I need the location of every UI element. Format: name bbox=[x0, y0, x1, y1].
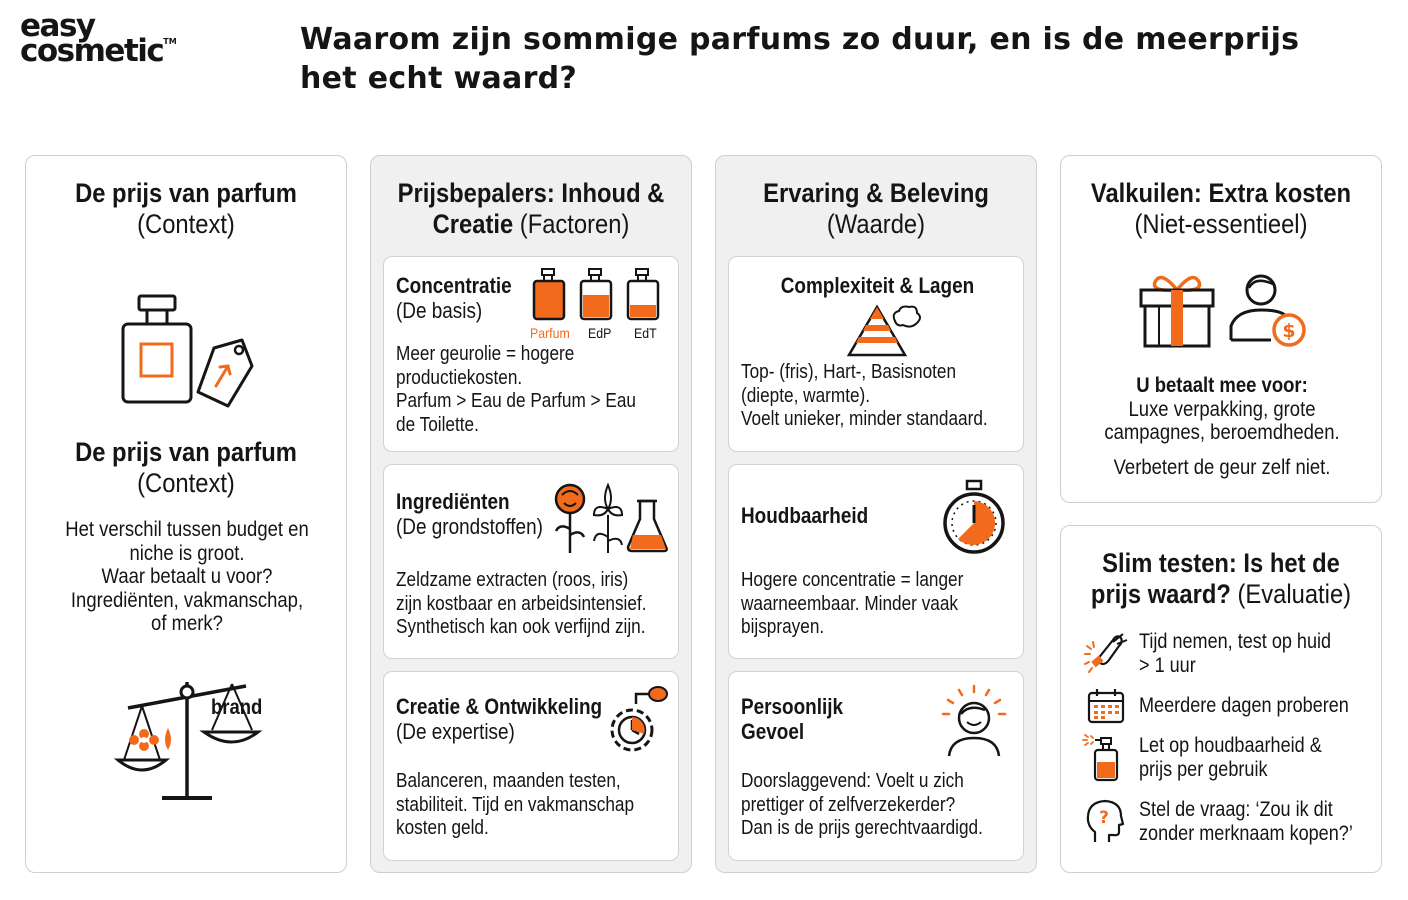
card-title: Complexiteit & Lagen bbox=[780, 273, 974, 298]
balance-scale-icon bbox=[114, 668, 264, 806]
card-creation bbox=[383, 671, 679, 861]
column-subheading: De prijs van parfum (Context) bbox=[75, 437, 297, 498]
card-ingredients bbox=[383, 464, 679, 659]
column-heading: Ervaring & Beleving (Waarde) bbox=[763, 178, 989, 239]
scale-brand-label: brand bbox=[211, 696, 263, 719]
card-text: Zeldzame extracten (roos, iris) zijn kostbaar en arbeidsintensief. Synthetisch kan ook verfijnd zijn. bbox=[396, 569, 647, 638]
page-title: Waarom zijn sommige parfums zo duur, en is de meerprijs het echt waard? bbox=[300, 22, 1300, 96]
label-edp: EdP bbox=[588, 325, 612, 341]
column-heading: Prijsbepalers: Inhoud & Creatie (Factoren) bbox=[397, 178, 665, 239]
card-title: Ingrediënten (De grondstoffen) bbox=[396, 489, 543, 539]
card-title: Creatie & Ontwikkeling (De expertise) bbox=[396, 694, 603, 744]
tip-multiple-days: Meerdere dagen proberen bbox=[1139, 694, 1349, 717]
tip-longevity-price: Let op houdbaarheid & prijs per gebruik bbox=[1139, 734, 1322, 781]
card-text: Doorslaggevend: Voelt u zich prettiger of zelfverzekerder? Dan is de prijs gerechtvaardigd. bbox=[741, 770, 983, 839]
logo-line-2: cosmetic™ bbox=[20, 33, 177, 70]
card-complexity bbox=[728, 256, 1024, 452]
panel-smart-testing bbox=[1060, 525, 1382, 873]
tip-brand-question: Stel de vraag: ‘Zou ik dit zonder merknaam kopen?’ bbox=[1139, 798, 1353, 845]
column-heading: Slim testen: Is het de prijs waard? (Evaluatie) bbox=[1090, 548, 1352, 609]
column-heading: Valkuilen: Extra kosten (Niet-essentieel) bbox=[1090, 178, 1352, 239]
card-concentration bbox=[383, 256, 679, 452]
celebrity-money-icon bbox=[1227, 270, 1309, 350]
stopwatch-icon bbox=[941, 479, 1007, 555]
pyramid-notes-icon bbox=[845, 303, 923, 359]
card-personal-feeling bbox=[728, 671, 1024, 861]
gear-atomizer-icon bbox=[606, 684, 670, 756]
card-text: Meer geurolie = hogere productiekosten. Parfum > Eau de Parfum > Eau de Toilette. bbox=[396, 343, 636, 436]
card-text: Top- (fris), Hart-, Basisnoten (diepte, warmte). Voelt unieker, minder standaard. bbox=[741, 361, 988, 430]
happy-person-icon bbox=[939, 684, 1009, 760]
context-text: Het verschil tussen budget en niche is groot. Waar betaalt u voor? Ingrediënten, vakmanschap, of merk? bbox=[65, 518, 309, 635]
calendar-icon bbox=[1087, 688, 1125, 724]
column-factors bbox=[370, 155, 692, 873]
perfume-bottle-icon bbox=[119, 294, 194, 406]
panel-pitfalls bbox=[1060, 155, 1382, 503]
column-experience bbox=[715, 155, 1037, 873]
concentration-bottles-icon bbox=[532, 267, 667, 327]
spray-bottle-icon bbox=[1081, 734, 1127, 782]
wrist-test-icon bbox=[1083, 630, 1129, 676]
card-title: Concentratie (De basis) bbox=[396, 273, 512, 323]
brand-logo[interactable] bbox=[20, 8, 177, 70]
svg-text:?: ? bbox=[1099, 808, 1109, 828]
card-longevity bbox=[728, 464, 1024, 659]
gift-icon bbox=[1137, 270, 1217, 348]
pitfall-note: Verbetert de geur zelf niet. bbox=[1113, 456, 1331, 479]
card-title: Persoonlijk Gevoel bbox=[741, 694, 843, 744]
label-parfum: Parfum bbox=[530, 325, 570, 341]
price-tag-icon bbox=[194, 334, 256, 410]
column-context bbox=[25, 155, 347, 873]
label-edt: EdT bbox=[634, 325, 657, 341]
card-title: Houdbaarheid bbox=[741, 503, 869, 528]
question-head-icon bbox=[1085, 798, 1125, 844]
tip-skin-test: Tijd nemen, test op huid > 1 uur bbox=[1139, 630, 1332, 677]
card-text: Hogere concentratie = langer waarneembaar. Minder vaak bijsprayen. bbox=[741, 569, 964, 638]
svg-text:$: $ bbox=[1282, 320, 1296, 342]
logo-line-1: easy bbox=[20, 8, 95, 44]
card-text: Balanceren, maanden testen, stabiliteit. Tijd en vakmanschap kosten geld. bbox=[396, 770, 635, 839]
rose-iris-flask-icon bbox=[552, 479, 670, 555]
pay-for-text: U betaalt mee voor: Luxe verpakking, grote campagnes, beroemdheden. bbox=[1104, 374, 1340, 444]
column-heading: De prijs van parfum (Context) bbox=[75, 178, 297, 239]
